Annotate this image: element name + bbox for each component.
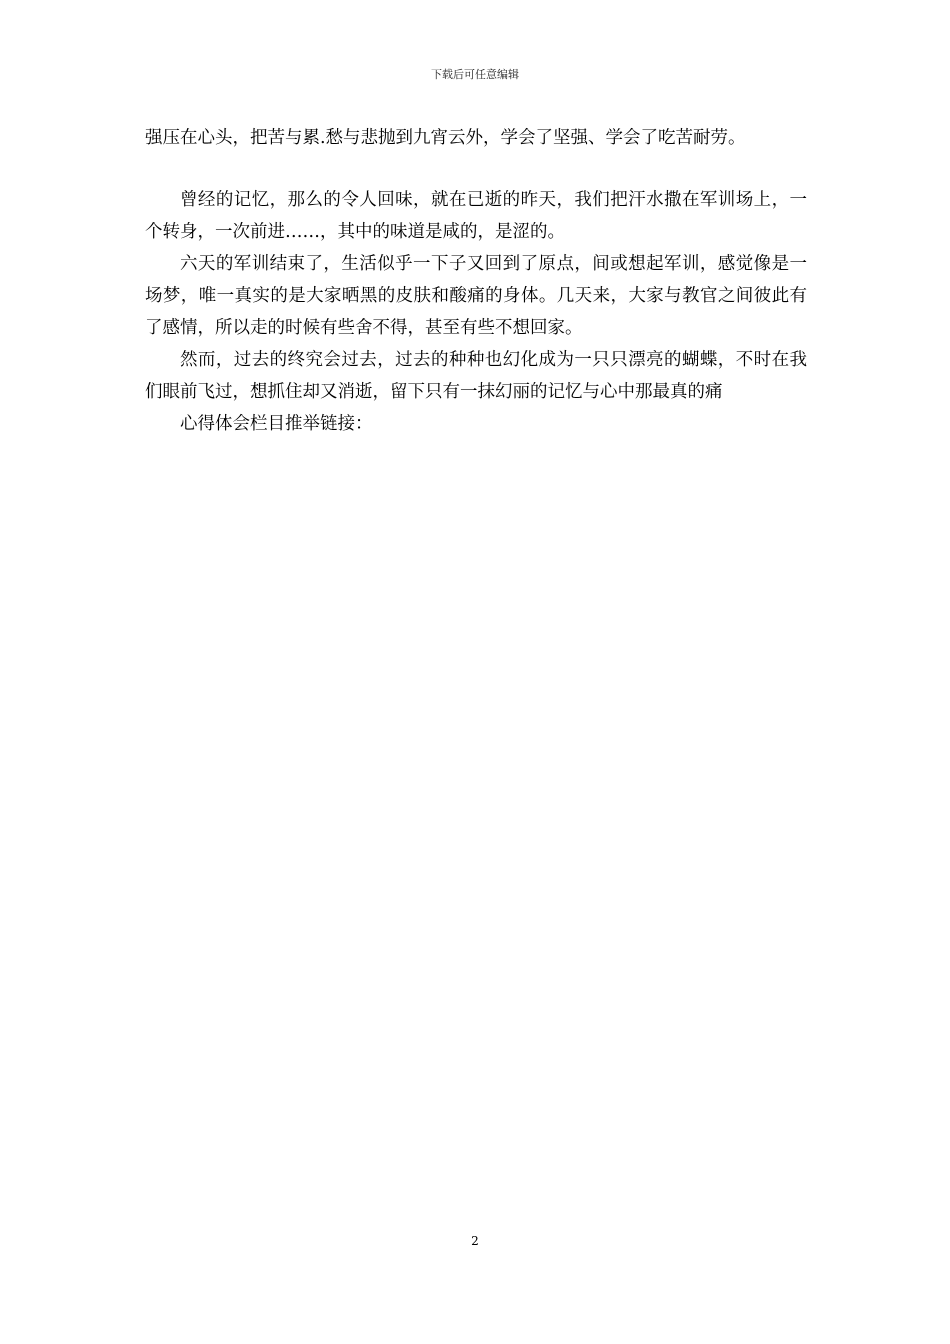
paragraph-continuation: 强压在心头，把苦与累.愁与悲抛到九宵云外，学会了坚强、学会了吃苦耐劳。 — [145, 128, 746, 148]
paragraph-memory: 曾经的记忆，那么的令人回味，就在已逝的昨天，我们把汗水撒在军训场上，一个转身，一次前进……，其中的味道是咸的，是涩的。 — [145, 190, 807, 242]
paragraph-training-end: 六天的军训结束了，生活似乎一下子又回到了原点，间或想起军训，感觉像是一场梦，唯一真实的是大家晒黑的皮肤和酸痛的身体。几天来，大家与教官之间彼此有了感情，所以走的时候有些舍不得，甚至有些不想回家。 — [145, 254, 807, 338]
paragraph-links-heading: 心得体会栏目推举链接： — [180, 414, 373, 434]
document-body — [145, 122, 807, 440]
paragraph-butterflies: 然而，过去的终究会过去，过去的种种也幻化成为一只只漂亮的蝴蝶，不时在我们眼前飞过，想抓住却又消逝，留下只有一抹幻丽的记忆与心中那最真的痛 — [145, 350, 807, 402]
page-header: 下载后可任意编辑 — [431, 68, 519, 81]
page-number: 2 — [471, 1234, 479, 1248]
